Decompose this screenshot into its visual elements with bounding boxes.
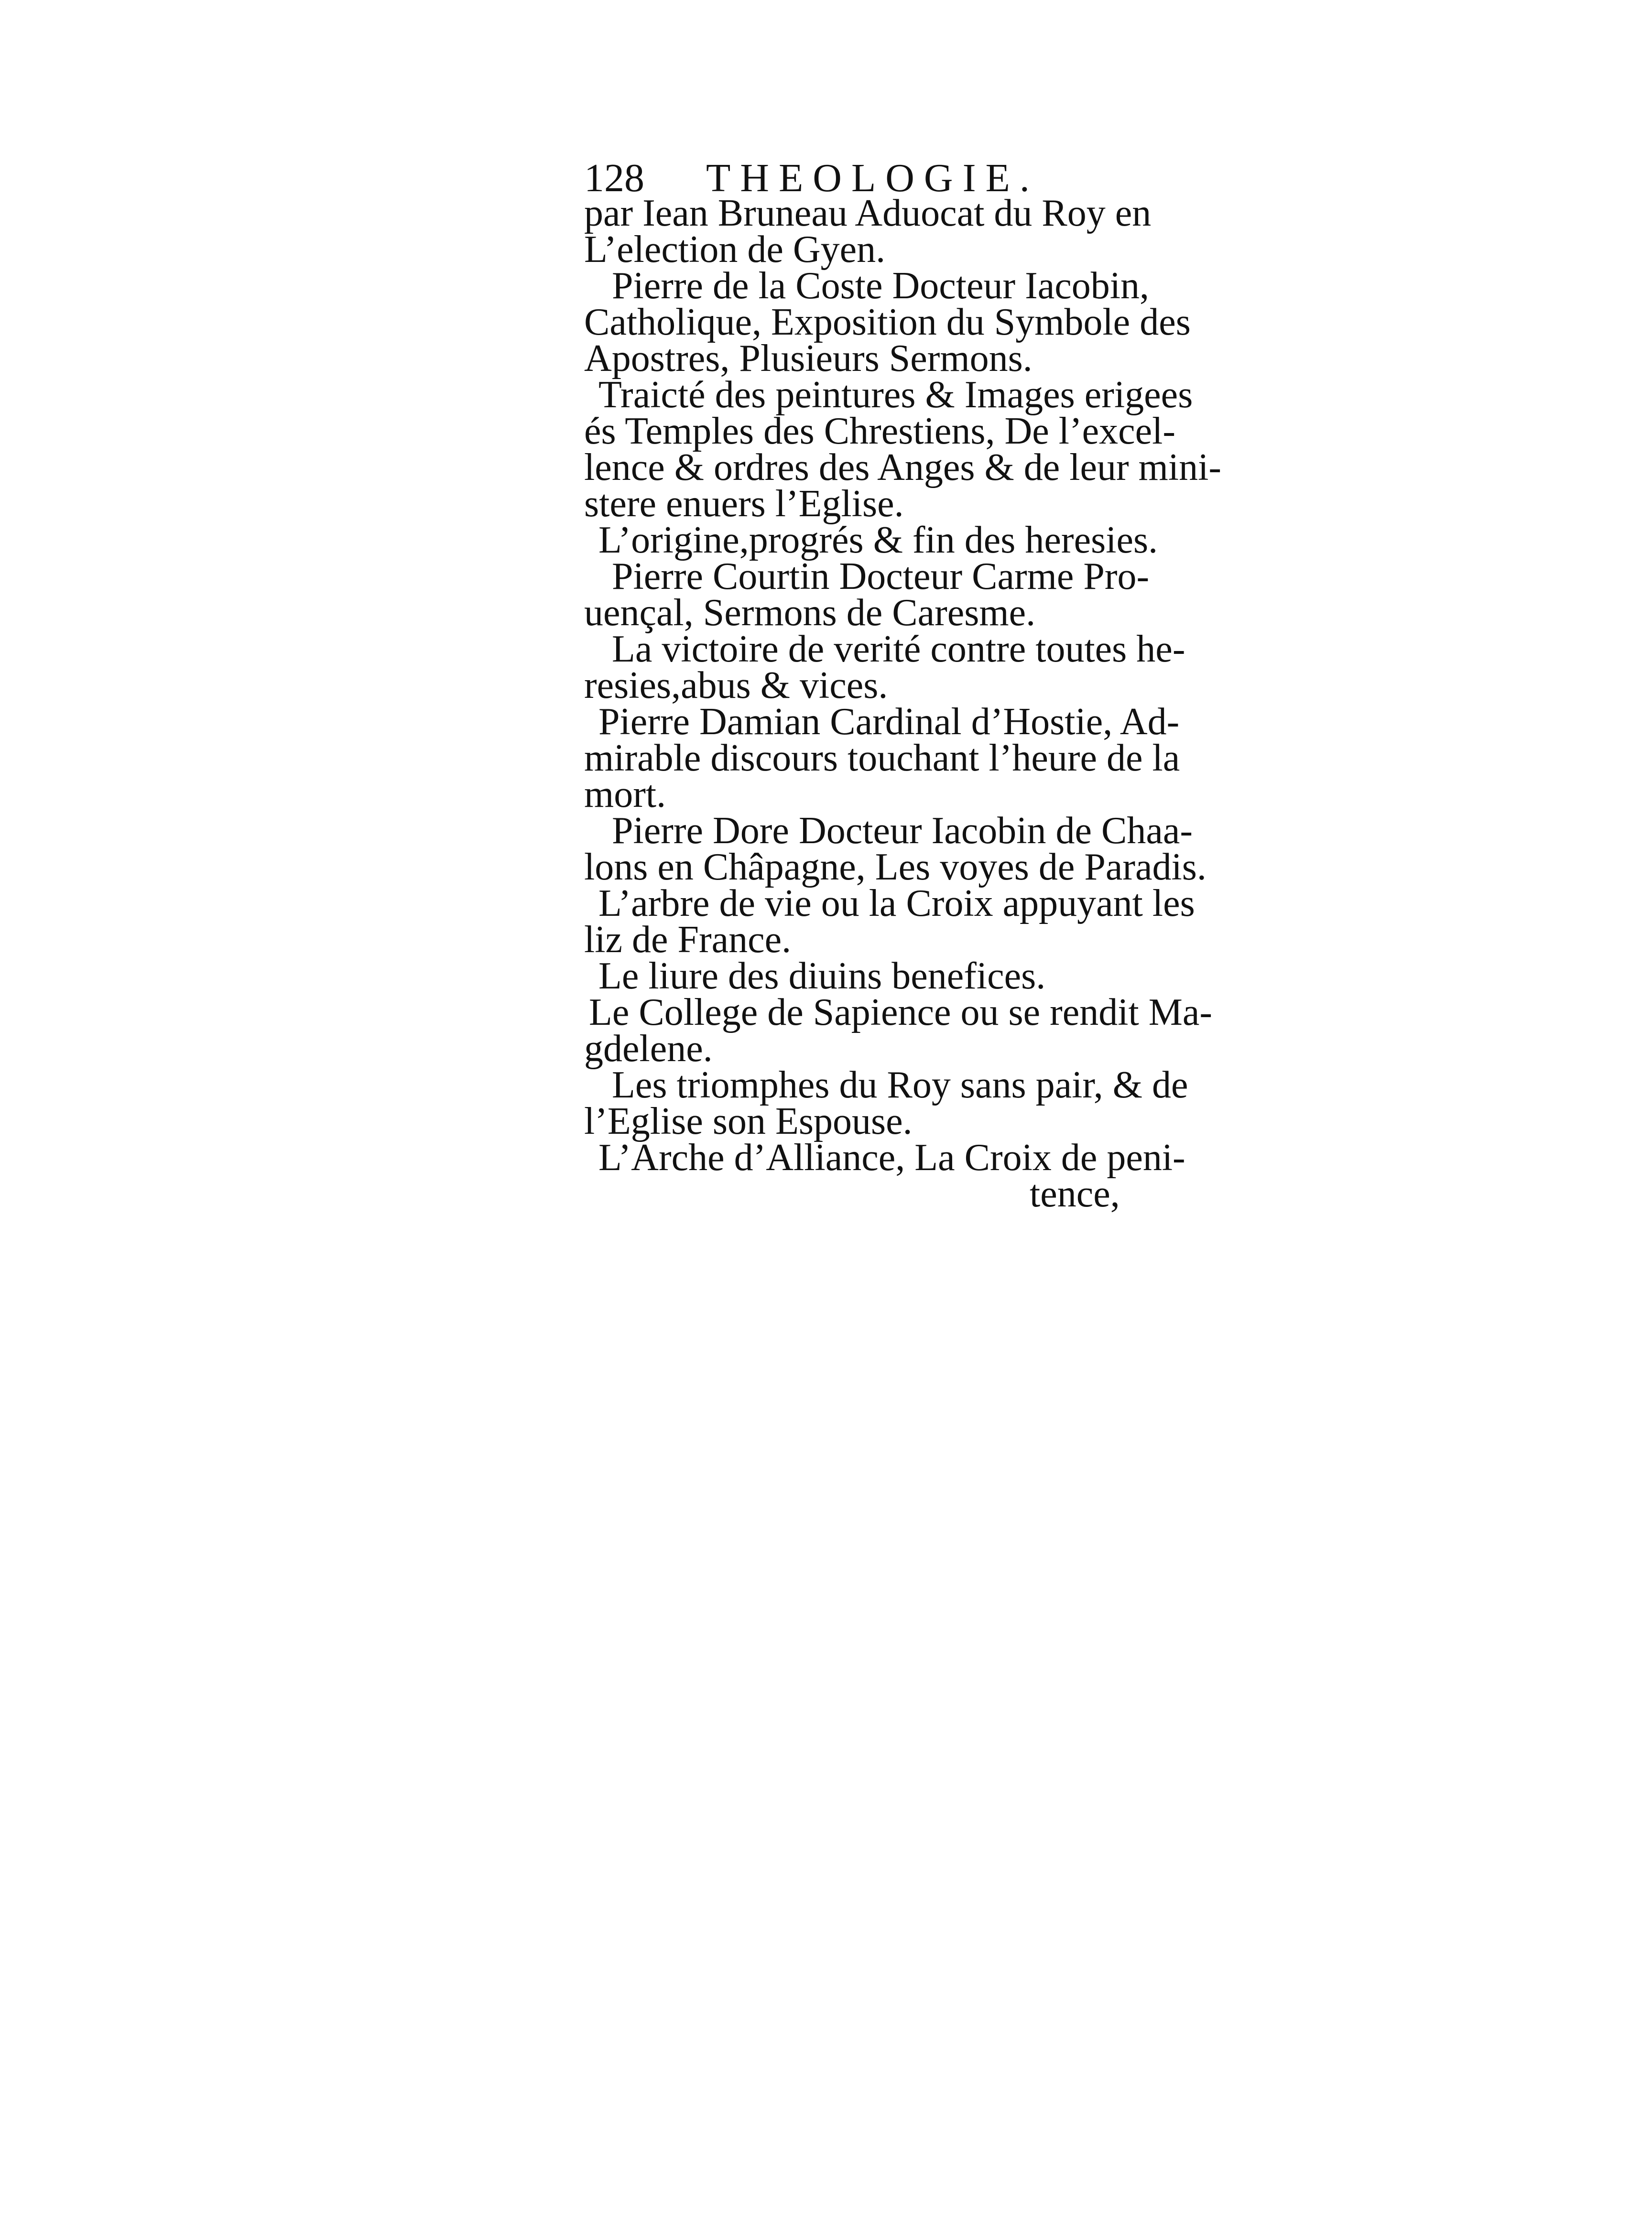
text-line: L’arbre de vie ou la Croix appuyant les [598,882,1195,924]
text-line: tence, [1030,1173,1120,1215]
text-line: Traicté des peintures & Images erigees [598,374,1193,416]
running-title: THEOLOGIE. [706,156,1039,200]
text-line: Pierre Courtin Docteur Carme Pro- [612,555,1150,597]
text-line: mirable discours touchant l’heure de la [584,737,1180,779]
text-line: lons en Châpagne, Les voyes de Paradis. [584,846,1206,888]
text-line: Les triomphes du Roy sans pair, & de [612,1064,1188,1106]
text-line: Catholique, Exposition du Symbole des [584,301,1191,343]
text-line: mort. [584,773,666,815]
text-line: és Temples des Chrestiens, De l’excel- [584,410,1175,452]
page-number: 128 [584,156,644,200]
text-line: l’Eglise son Espouse. [584,1100,913,1142]
text-line: lence & ordres des Anges & de leur mini- [584,446,1221,488]
text-line: L’Arche d’Alliance, La Croix de peni- [598,1137,1185,1179]
text-line: par Iean Bruneau Aduocat du Roy en [584,192,1152,234]
text-line: Pierre Dore Docteur Iacobin de Chaa- [612,810,1193,852]
text-line: Le College de Sapience ou se rendit Ma- [589,991,1212,1033]
text-line: uençal, Sermons de Caresme. [584,592,1036,634]
text-line: L’election de Gyen. [584,228,886,271]
text-line: gdelene. [584,1028,713,1070]
text-line: Le liure des diuins benefices. [598,955,1046,997]
text-line: La victoire de verité contre toutes he- [612,628,1185,670]
text-line: liz de France. [584,919,792,961]
text-line: Apostres, Plusieurs Sermons. [584,337,1032,380]
text-line: resies,abus & vices. [584,664,888,706]
text-line: stere enuers l’Eglise. [584,483,904,525]
text-line: Pierre de la Coste Docteur Iacobin, [612,265,1150,307]
text-line: L’origine,progrés & fin des heresies. [598,519,1158,561]
text-line: Pierre Damian Cardinal d’Hostie, Ad- [598,701,1180,743]
